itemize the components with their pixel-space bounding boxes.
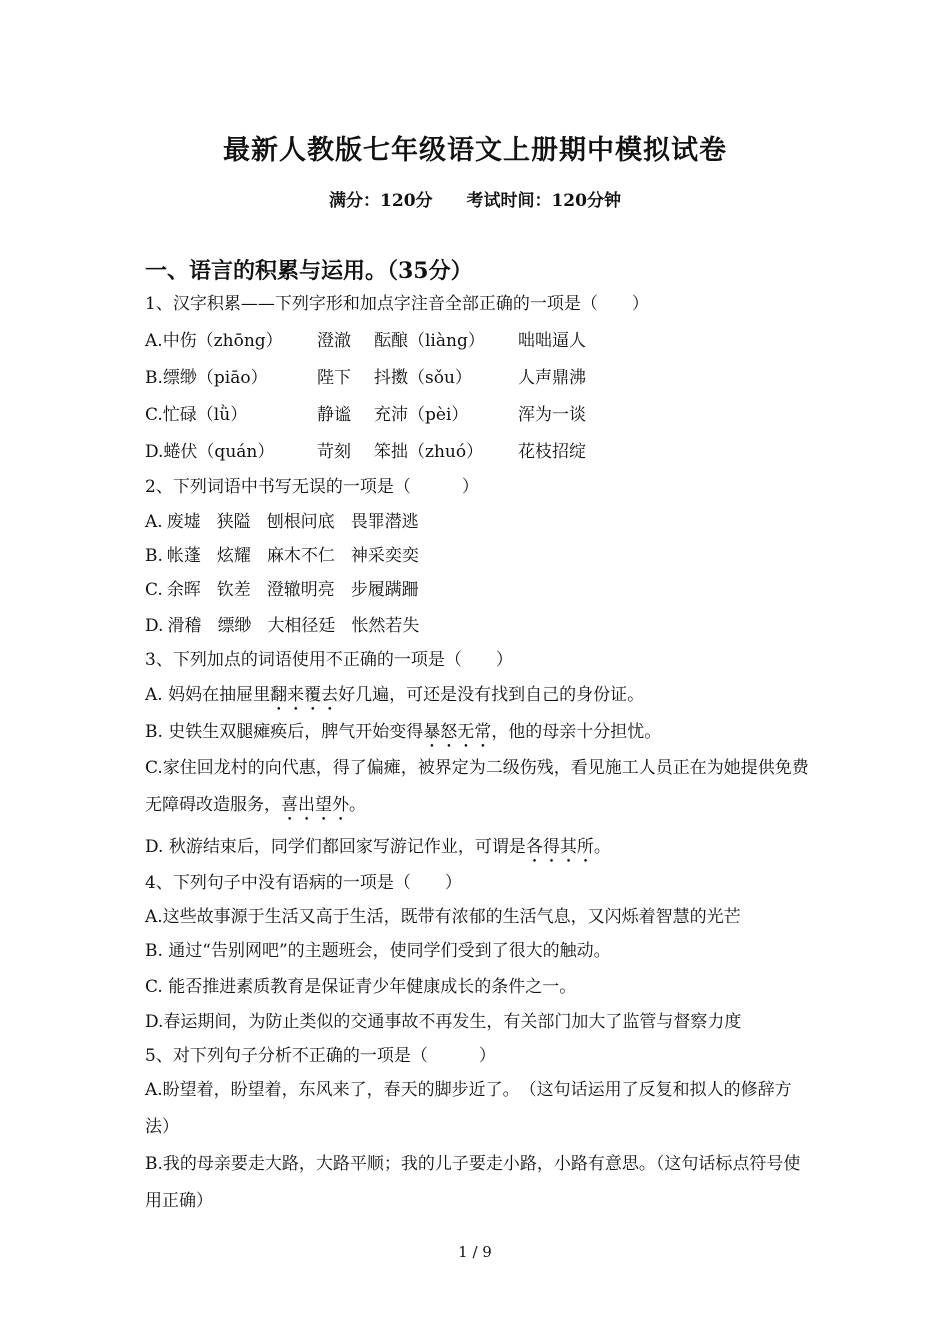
q2-option-a xyxy=(145,510,815,534)
word: 静谧 xyxy=(317,405,351,425)
dotted-phrase: 暴怒无常 xyxy=(423,722,492,742)
q1-option-a xyxy=(145,329,815,353)
q1-option-c xyxy=(145,403,815,427)
word: 大相径廷 xyxy=(267,616,336,636)
sentence-text: ，他的母亲十分担忧。 xyxy=(491,722,662,742)
exam-subtitle xyxy=(0,186,950,211)
word: 充沛（pèi） xyxy=(374,405,469,425)
sentence-text: 好几遍，可还是没有找到自己的身份证。 xyxy=(338,685,645,705)
exam-content xyxy=(145,252,815,1220)
word: 滑稽 xyxy=(167,616,202,636)
word: 笨拙（zhuó） xyxy=(374,442,484,462)
option-label: B. xyxy=(145,368,163,388)
q4-option-c: C. 能否推进素质教育是保证青少年健康成长的条件之一。 xyxy=(145,977,577,997)
q2-option-d xyxy=(145,614,815,638)
q4-stem: 4、下列句子中没有语病的一项是（ ） xyxy=(145,873,462,893)
q1-stem: 1、汉字积累——下列字形和加点字注音全部正确的一项是（ ） xyxy=(145,294,649,314)
option-label: A. xyxy=(145,512,163,532)
sentence-text: A. 妈妈在抽屉里 xyxy=(145,685,271,705)
word: 花枝招绽 xyxy=(518,442,586,462)
q2-option-b xyxy=(145,544,815,568)
word: 陛下 xyxy=(317,368,351,388)
option-label: C. xyxy=(145,580,163,600)
full-score: 满分：120分 xyxy=(329,191,433,211)
word: 钦差 xyxy=(216,580,251,600)
q5-stem: 5、对下列句子分析不正确的一项是（ ） xyxy=(145,1046,496,1066)
word: 帐蓬 xyxy=(166,546,201,566)
q5-option-a: A.盼望着，盼望着，东风来了，春天的脚步近了。 （这句话运用了反复和拟人的修辞方法） xyxy=(145,1080,792,1137)
q3-stem: 3、下列加点的词语使用不正确的一项是（ ） xyxy=(145,650,513,670)
word: 中伤（zhōng） xyxy=(162,331,283,351)
word: 炫耀 xyxy=(216,546,251,566)
option-label: D. xyxy=(145,442,164,462)
q2-stem: 2、下列词语中书写无误的一项是（ ） xyxy=(145,477,479,497)
sentence-text: 。 xyxy=(349,795,366,815)
word: 人声鼎沸 xyxy=(518,368,586,388)
word: 浑为一谈 xyxy=(518,405,586,425)
q4-option-a: A.这些故事源于生活又高于生活，既带有浓郁的生活气息，又闪烁着智慧的光芒 xyxy=(145,907,741,927)
word: 神采奕奕 xyxy=(350,546,419,566)
word: 畏罪潜逃 xyxy=(350,512,419,532)
section-heading: 一、语言的积累与运用。（35分） xyxy=(145,258,473,284)
q3-option-d xyxy=(145,835,815,859)
sentence-text: D. 秋游结束后，同学们都回家写游记作业，可谓是 xyxy=(145,837,526,857)
q1-option-b xyxy=(145,366,815,390)
q4-option-d: D.春运期间，为防止类似的交通事故不再发生，有关部门加大了监管与督察力度 xyxy=(145,1012,742,1032)
page-number: 1 / 9 xyxy=(458,1243,492,1261)
word: 废墟 xyxy=(166,512,201,532)
q3-option-b xyxy=(145,720,815,744)
option-label: A. xyxy=(145,331,163,351)
word: 澄辙明亮 xyxy=(266,580,335,600)
word: 刨根问底 xyxy=(266,512,335,532)
q3-option-a xyxy=(145,683,815,707)
dotted-phrase: 各得其所 xyxy=(525,837,594,857)
dotted-phrase: 翻来覆去 xyxy=(270,685,339,705)
q2-option-c xyxy=(145,578,815,602)
sentence-text: 。 xyxy=(593,837,611,857)
word: 步履蹒跚 xyxy=(350,580,419,600)
word: 麻木不仁 xyxy=(266,546,335,566)
option-label: C. xyxy=(145,405,163,425)
q1-option-d xyxy=(145,440,815,464)
exam-time: 考试时间：120分钟 xyxy=(466,191,621,211)
word: 狭隘 xyxy=(216,512,251,532)
word: 咄咄逼人 xyxy=(518,331,586,351)
q3-option-c xyxy=(145,750,815,825)
exam-title: 最新人教版七年级语文上册期中模拟试卷 xyxy=(223,135,727,166)
q5-option-b: B.我的母亲要走大路，大路平顺；我的儿子要走小路，小路有意思。（这句话标点符号使用正确） xyxy=(145,1154,801,1211)
dotted-phrase: 喜出望外 xyxy=(281,795,349,815)
sentence-text: C.家住回龙村的向代惠，得了偏瘫，被界定为二级伤残，看见施工人员正在为她提供免费无障碍改造服务， xyxy=(145,758,809,815)
word: 苛刻 xyxy=(317,442,351,462)
word: 余晖 xyxy=(166,580,201,600)
word: 缥缈（piāo） xyxy=(162,368,268,388)
word: 抖擞（sǒu） xyxy=(374,368,472,388)
word: 蜷伏（quán） xyxy=(163,442,275,462)
word: 忙碌（lǜ） xyxy=(162,405,248,425)
word: 缥缈 xyxy=(217,616,252,636)
option-label: B. xyxy=(145,546,163,566)
word: 澄澈 xyxy=(317,331,351,351)
word: 酝酿（liàng） xyxy=(374,331,485,351)
sentence-text: B. 史铁生双腿瘫痪后，脾气开始变得 xyxy=(145,722,424,742)
option-label: D. xyxy=(145,616,164,636)
word: 怅然若失 xyxy=(351,616,420,636)
q4-option-b: B. 通过“告别网吧”的主题班会，使同学们受到了很大的触动。 xyxy=(145,941,611,961)
